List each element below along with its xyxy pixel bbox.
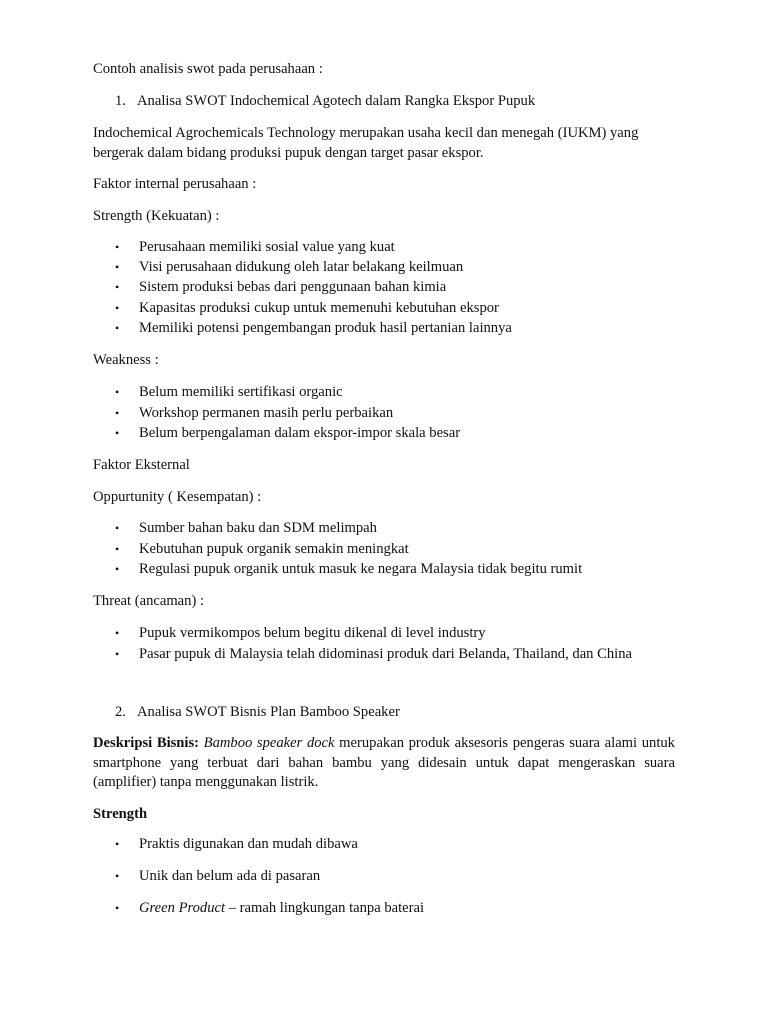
section2-title: Analisa SWOT Bisnis Plan Bamboo Speaker — [137, 704, 400, 720]
bullet-icon: • — [115, 301, 120, 315]
section1-title: Analisa SWOT Indochemical Agotech dalam Rangka Ekspor Pupuk — [137, 93, 536, 109]
bullet-icon: • — [115, 626, 120, 640]
bullet-icon: • — [115, 562, 120, 576]
section1-number: 1. — [115, 93, 126, 109]
bullet-icon: • — [115, 321, 120, 335]
section1-description: Indochemical Agrochemicals Technology merupakan usaha kecil dan menegah (IUKM) yang bergerak dalam bidang produksi pupuk dengan target pasar ekspor. — [93, 125, 639, 161]
section2-description — [93, 734, 675, 793]
external-factors-heading: Faktor Eksternal — [93, 457, 190, 473]
opportunity-heading: Oppurtunity ( Kesempatan) : — [93, 489, 262, 505]
section2-number: 2. — [115, 704, 126, 720]
bullet-icon: • — [115, 385, 120, 399]
bullet-icon: • — [115, 280, 120, 294]
intro-text: Contoh analisis swot pada perusahaan : — [93, 61, 323, 77]
bullet-icon: • — [115, 837, 120, 851]
bullet-icon: • — [115, 869, 120, 883]
product-name: Bamboo speaker dock — [203, 735, 335, 751]
threat-heading: Threat (ancaman) : — [93, 593, 205, 609]
document-page: Contoh analisis swot pada perusahaan : 1. Analisa SWOT Indochemical Agotech dalam Rangka Ekspor Pupuk Indochemical Agrochemicals Technology merupakan usaha kecil dan menegah (IUKM) yang bergerak dalam bidang produksi pupuk dengan target pasar ekspor. Faktor internal perusahaan : Strength (Kekuatan) : • Perusahaan memiliki sosial value yang kuat • Visi perusahaan didukung oleh latar belakang keilmuan • Sistem produksi bebas dari penggunaan bahan kimia • Kapasitas produksi cukup untuk memenuhi kebutuhan ekspor • Memiliki potensi pengembangan produk hasil pertanian lainnya Weakness : • Belum memiliki sertifikasi organic • Workshop permanen masih perlu perbaikan • Belum berpengalaman dalam ekspor-impor skala besar Faktor Eksternal Oppurtunity ( Kesempatan) : • Sumber bahan baku dan SDM melimpah • Kebutuhan pupuk organik semakin meningkat • Regulasi pupuk organik untuk masuk ke negara Malaysia tidak begitu rumit Threat (ancaman) : • Pupuk vermikompos belum begitu dikenal di level industry • Pasar pupuk di Malaysia telah didominasi produk dari Belanda, Thailand, dan China 2. Analisa SWOT Bisnis Plan Bamboo Speaker Deskripsi Bisnis: Bamboo speaker dock merupakan produk aksesoris pengeras suara alami untuk smartphone yang terbuat dari bahan bambu yang didesain untuk dapat mengeraskan suara (amplifier) tanpa menggunakan listrik. Strength • Praktis digunakan dan mudah dibawa • Unik dan belum ada di pasaran • Green Product – ramah lingkungan tanpa baterai — [93, 61, 675, 916]
bullet-icon: • — [115, 240, 120, 254]
bullet-icon: • — [115, 647, 120, 661]
bullet-icon: • — [115, 901, 120, 915]
description-text: merupakan produk aksesoris pengeras suara alami untuk smartphone yang terbuat dari bahan bambu yang didesain untuk dapat mengeraskan suara (amplifier) tanpa menggunakan listrik. — [93, 735, 675, 790]
internal-factors-heading: Faktor internal perusahaan : — [93, 176, 257, 192]
green-product-text: – ramah lingkungan tanpa baterai — [225, 900, 425, 916]
bullet-icon: • — [115, 542, 120, 556]
bullet-icon: • — [115, 521, 120, 535]
weakness-heading: Weakness : — [93, 352, 159, 368]
bullet-icon: • — [115, 426, 120, 440]
bullet-icon: • — [115, 406, 120, 420]
description-label: Deskripsi Bisnis: — [93, 735, 200, 751]
green-product-label: Green Product — [139, 900, 226, 916]
section2-strength-heading: Strength — [93, 806, 148, 822]
strength-heading: Strength (Kekuatan) : — [93, 208, 220, 224]
bullet-icon: • — [115, 260, 120, 274]
